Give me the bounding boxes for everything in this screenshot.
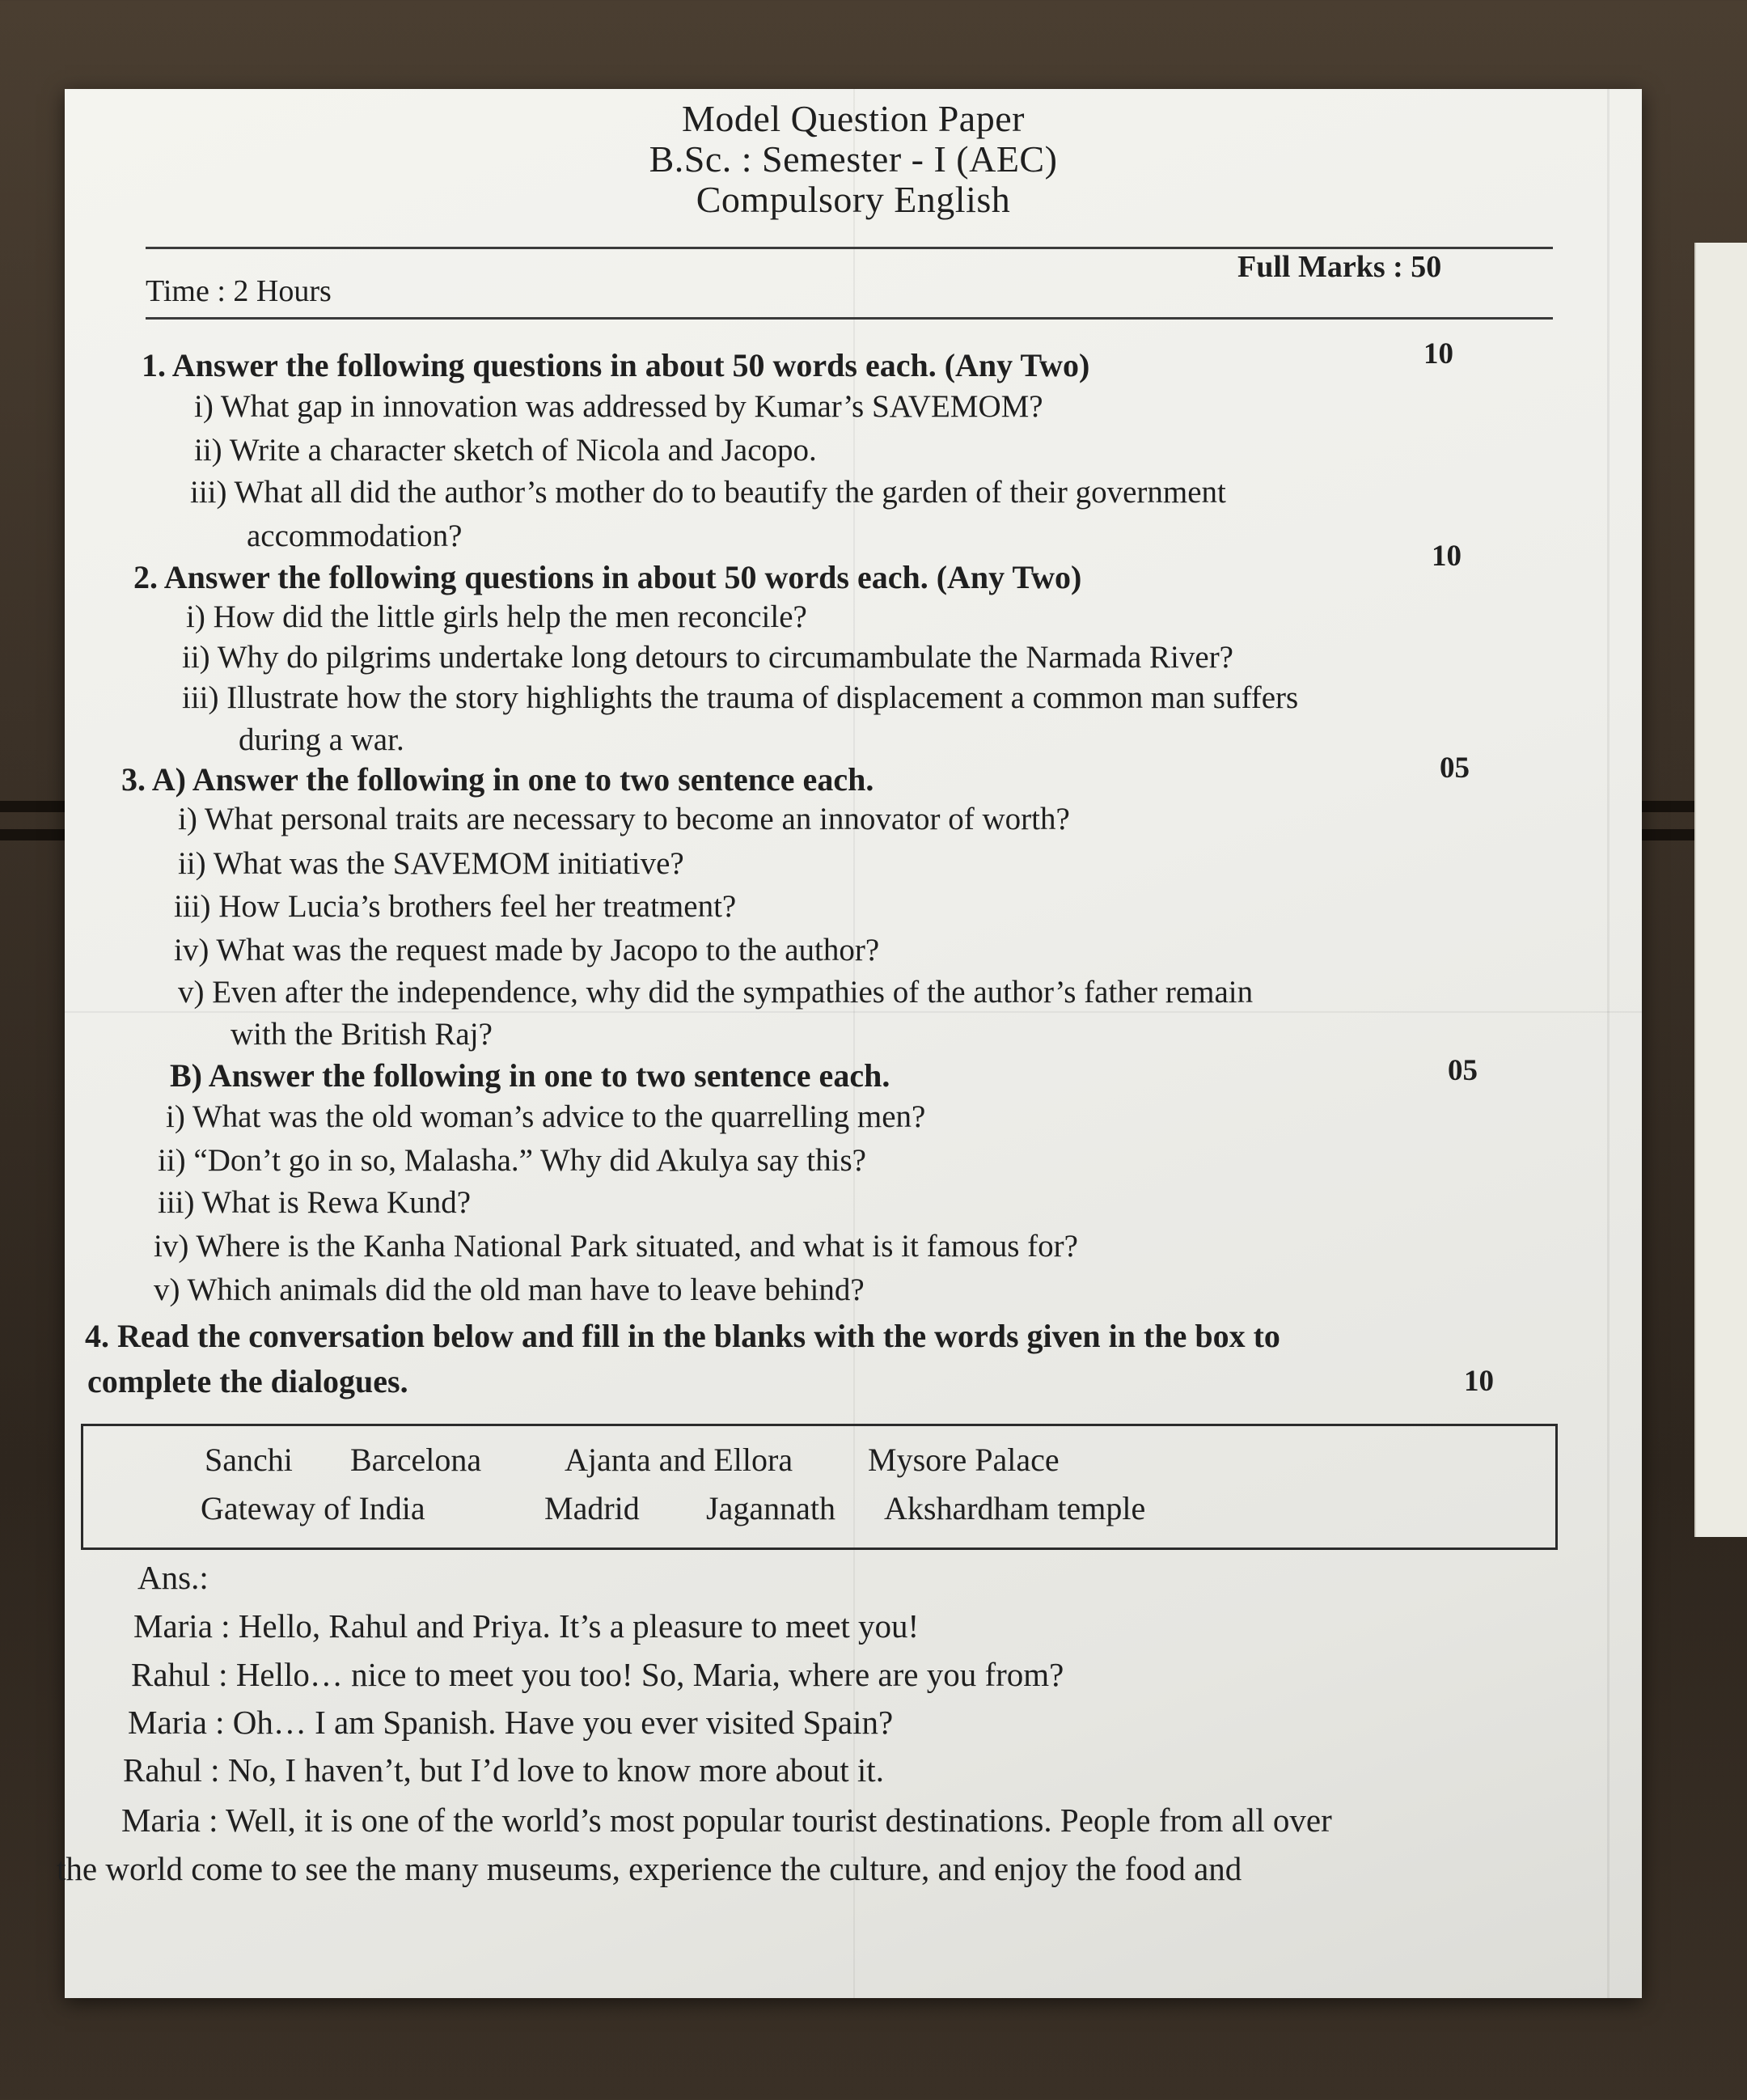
question-3a-item: iii) How Lucia’s brothers feel her treatment? [174, 889, 737, 924]
dialogue-line: Maria : Well, it is one of the world’s most popular tourist destinations. People from all over [121, 1802, 1332, 1839]
question-2-marks: 10 [1432, 540, 1461, 573]
word-box-item: Akshardham temple [884, 1490, 1146, 1526]
question-4-heading-line1: 4. Read the conversation below and fill in the blanks with the words given in the box to [85, 1318, 1280, 1354]
word-box-item: Gateway of India [201, 1490, 425, 1526]
fold-line-edge [1607, 89, 1610, 1998]
question-3b-item: iii) What is Rewa Kund? [158, 1185, 472, 1220]
dialogue-line: Rahul : Hello… nice to meet you too! So, Maria, where are you from? [131, 1656, 1064, 1693]
question-2-item: i) How did the little girls help the men reconcile? [186, 599, 807, 634]
question-1-item: ii) Write a character sketch of Nicola and Jacopo. [194, 433, 817, 468]
course-name: B.Sc. : Semester - I (AEC) [649, 138, 1058, 180]
question-3b-item: i) What was the old woman’s advice to the quarrelling men? [166, 1099, 926, 1134]
question-3a-item: iv) What was the request made by Jacopo to the author? [174, 933, 880, 967]
question-1-item: iii) What all did the author’s mother do to beautify the garden of their government [190, 475, 1226, 510]
question-2-item: during a war. [239, 722, 404, 757]
word-box-item: Jagannath [706, 1490, 835, 1526]
question-2-item: iii) Illustrate how the story highlights the trauma of displacement a common man suffers [182, 680, 1299, 715]
question-3a-item: v) Even after the independence, why did the sympathies of the author’s father remain [178, 975, 1254, 1010]
question-3b-heading: B) Answer the following in one to two sentence each. [170, 1057, 890, 1094]
dialogue-line: Rahul : No, I haven’t, but I’d love to know more about it. [123, 1751, 884, 1789]
answer-label: Ans.: [137, 1559, 209, 1596]
question-1-heading: 1. Answer the following questions in about 50 words each. (Any Two) [142, 347, 1090, 383]
question-3a-marks: 05 [1440, 752, 1470, 785]
question-3b-item: ii) “Don’t go in so, Malasha.” Why did Akulya say this? [158, 1143, 866, 1178]
paper-title: Model Question Paper [682, 98, 1025, 139]
question-3a-item: ii) What was the SAVEMOM initiative? [178, 846, 684, 881]
word-box-item: Ajanta and Ellora [565, 1442, 793, 1478]
full-marks-label: Full Marks : 50 [1237, 250, 1442, 284]
question-3b-marks: 05 [1448, 1054, 1478, 1087]
question-3a-item: i) What personal traits are necessary to become an innovator of worth? [178, 802, 1070, 836]
word-box-item: Mysore Palace [868, 1442, 1060, 1478]
question-1-marks: 10 [1423, 337, 1453, 370]
question-3b-item: iv) Where is the Kanha National Park situated, and what is it famous for? [154, 1229, 1078, 1264]
question-2-heading: 2. Answer the following questions in about 50 words each. (Any Two) [133, 559, 1082, 595]
question-3b-item: v) Which animals did the old man have to leave behind? [154, 1272, 865, 1307]
question-1-item: i) What gap in innovation was addressed by Kumar’s SAVEMOM? [194, 389, 1043, 424]
word-box-item: Madrid [544, 1490, 640, 1526]
fold-line-horizontal [65, 1011, 1642, 1013]
word-box [81, 1424, 1558, 1550]
dialogue-line: Maria : Oh… I am Spanish. Have you ever visited Spain? [128, 1704, 894, 1741]
subject-name: Compulsory English [696, 179, 1011, 220]
question-2-item: ii) Why do pilgrims undertake long detours to circumambulate the Narmada River? [182, 640, 1233, 675]
dialogue-line: Maria : Hello, Rahul and Priya. It’s a pleasure to meet you! [133, 1607, 920, 1645]
header-rule-bottom [146, 317, 1553, 320]
question-4-marks: 10 [1464, 1365, 1494, 1398]
word-box-item: Sanchi [205, 1442, 293, 1478]
word-box-item: Barcelona [350, 1442, 482, 1478]
question-1-item: accommodation? [247, 519, 463, 553]
question-paper [57, 89, 1642, 1998]
time-label: Time : 2 Hours [146, 274, 332, 308]
background-paper [1694, 243, 1747, 1537]
question-3a-item: with the British Raj? [231, 1017, 493, 1052]
dialogue-line: the world come to see the many museums, experience the culture, and enjoy the food and [57, 1850, 1242, 1887]
question-4-heading-line2: complete the dialogues. [87, 1363, 408, 1399]
question-3a-heading: 3. A) Answer the following in one to two sentence each. [121, 761, 874, 798]
